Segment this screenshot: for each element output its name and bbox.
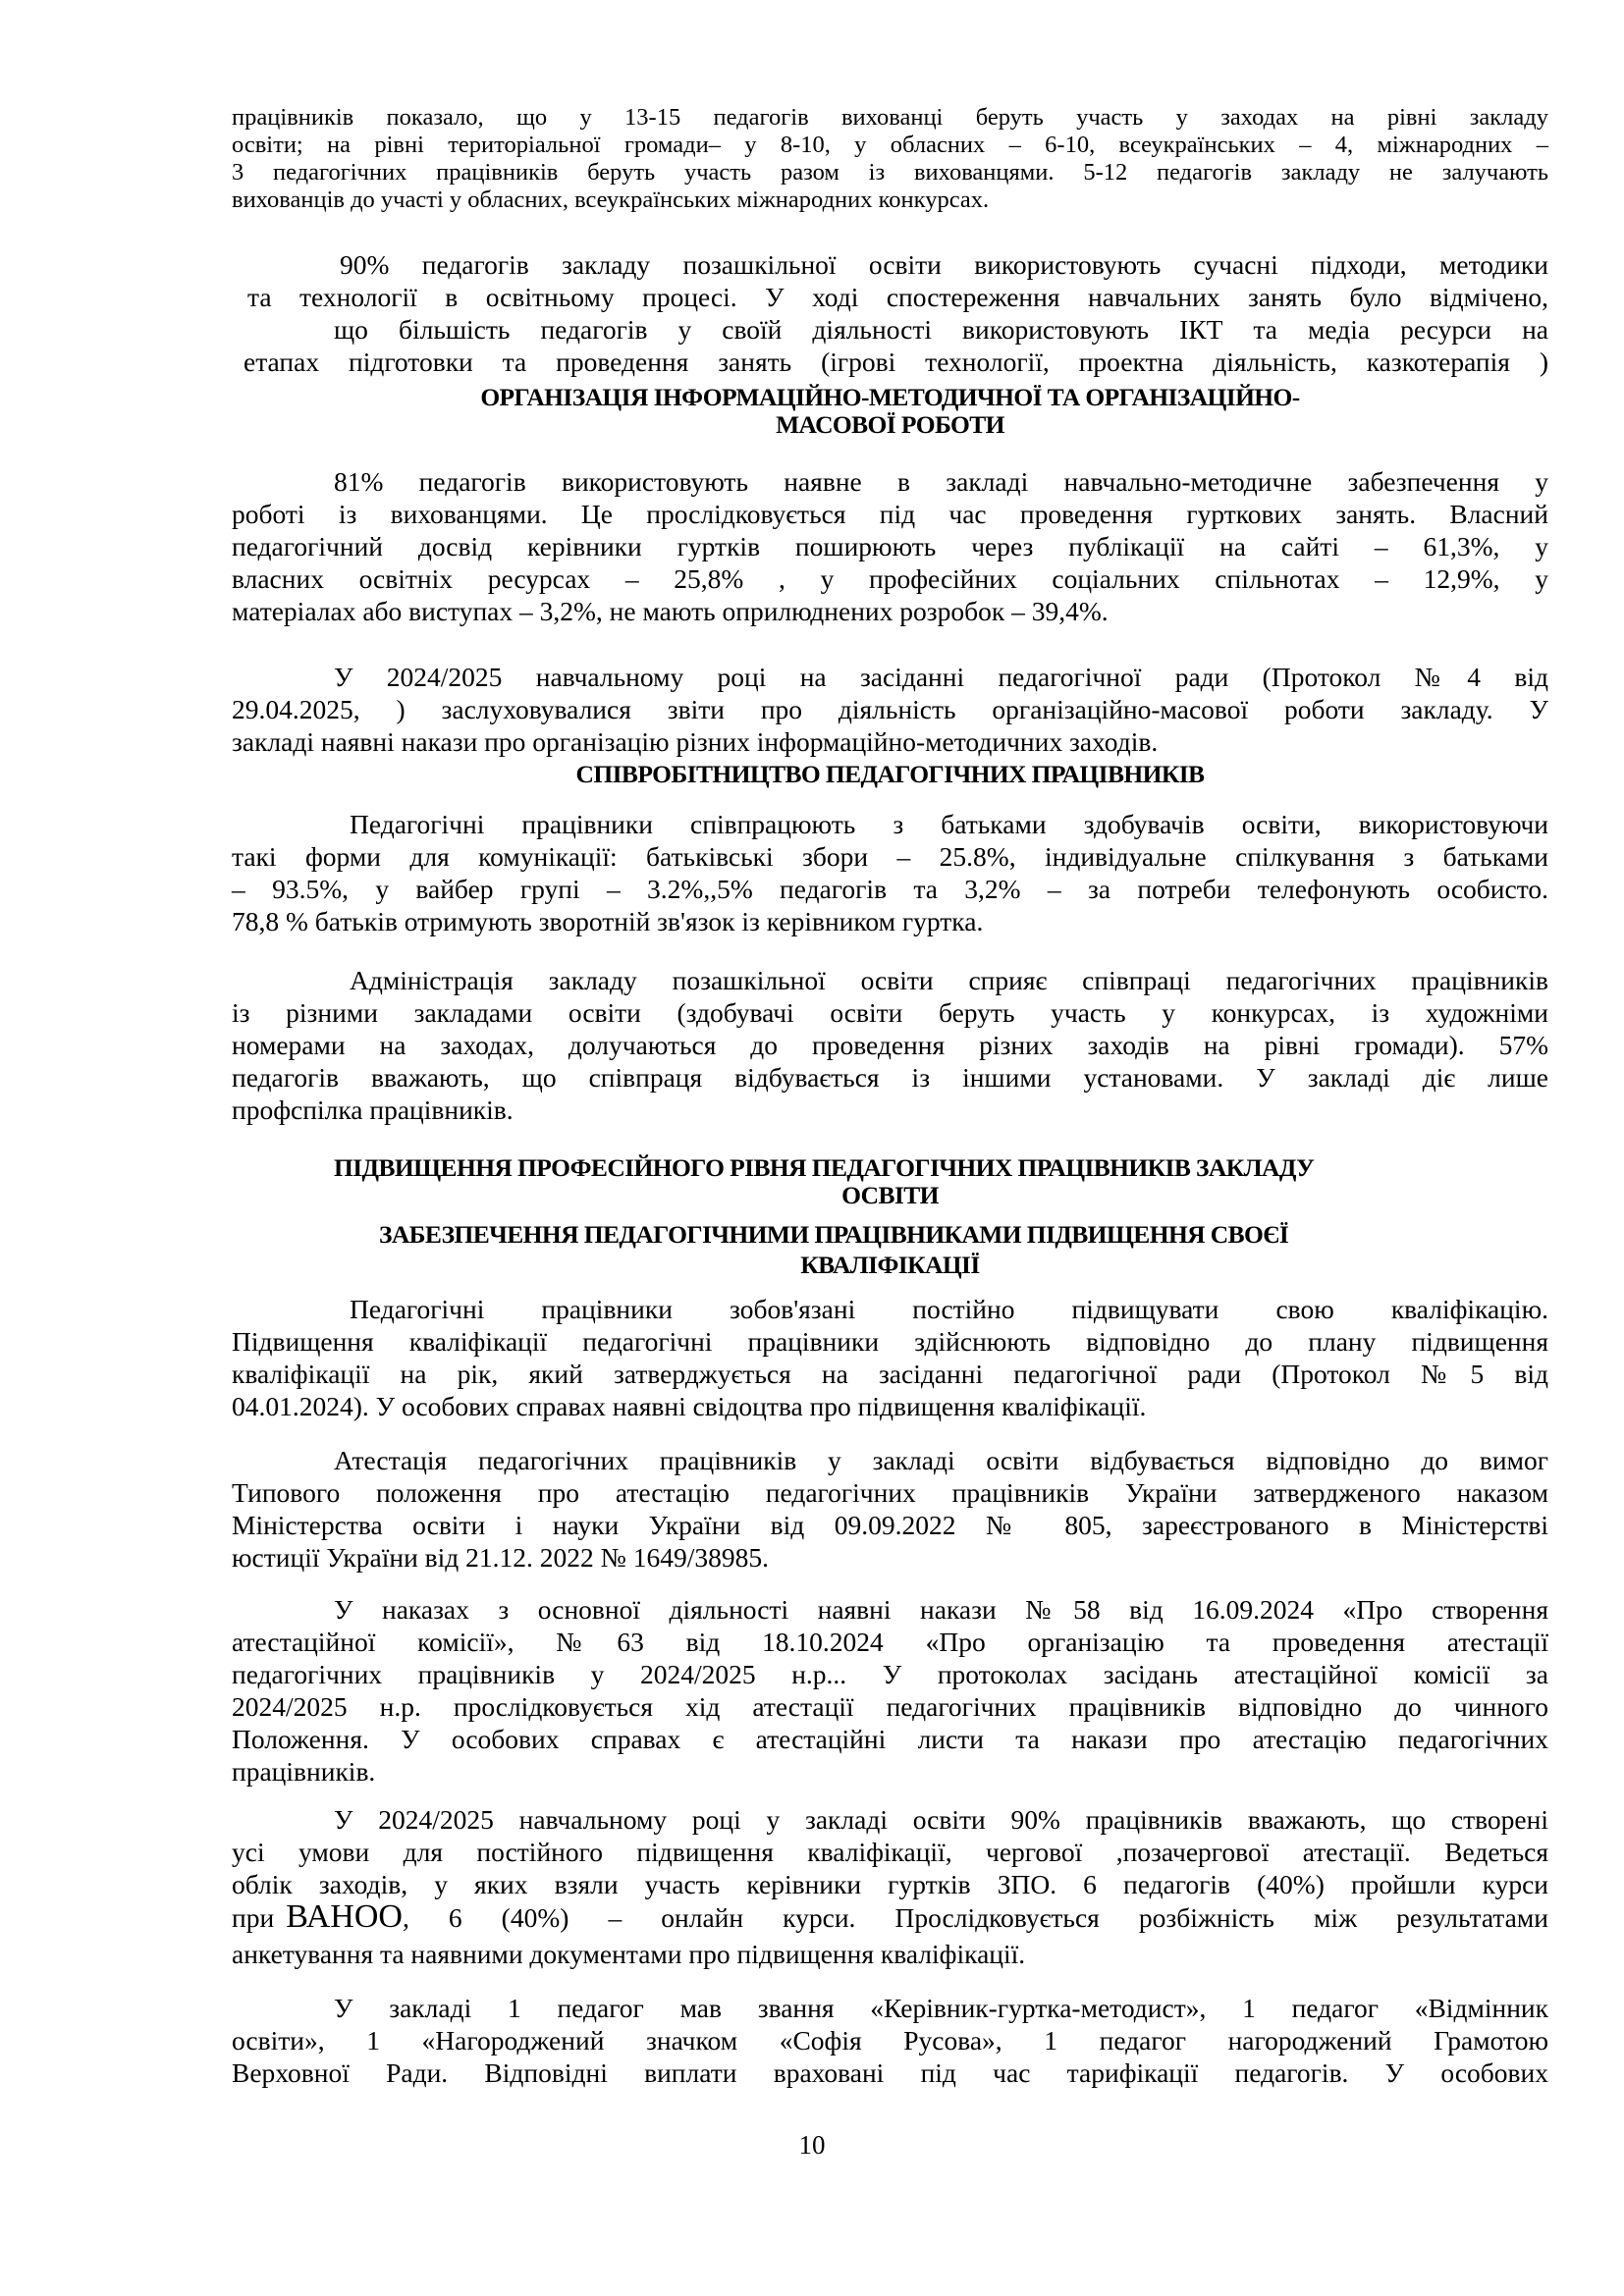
text-line: Верховної Ради. Відповідні виплати враховані під час тарифікації педагогів. У особових: [232, 2057, 1548, 2088]
text-line: профспілка працівників.: [232, 1095, 514, 1125]
text-line: 90% педагогів закладу позашкільної освіти використовують сучасні підходи, методики: [340, 249, 1548, 280]
text-line: – 93.5%, у вайбер групі – 3.2%,,5% педагогів та 3,2% – за потреби телефонують особисто.: [232, 874, 1548, 904]
text-line: педагогів вважають, що співпраця відбувається із іншими установами. У закладі діє лише: [232, 1062, 1548, 1093]
text-line: [232, 1900, 1548, 1934]
text-line: педагогічних працівників у 2024/2025 н.р... У протоколах засідань атестаційної комісії за: [232, 1659, 1548, 1689]
text-line: У 2024/2025 навчальному році на засіданні педагогічної ради (Протокол №4 від: [334, 662, 1548, 692]
text-line: Атестація педагогічних працівників у закладі освіти відбувається відповідно до вимог: [334, 1445, 1548, 1475]
text-line: облік заходів, у яких взяли участь керівники гуртків ЗПО. 6 педагогів (40%) пройшли курси: [232, 1869, 1548, 1899]
text-line: матеріалах або виступах – 3,2%, не мають оприлюднених розробок – 39,4%.: [232, 596, 1109, 626]
text-line: педагогічний досвід керівники гуртків поширюють через публікації на сайті – 61,3%, у: [232, 531, 1548, 561]
text-line: працівників показало, що у 13-15 педагогів вихованці беруть участь у заходах на рівні закладу: [232, 104, 1548, 131]
text-line: 81% педагогів використовують наявне в закладі навчально-методичне забезпечення у: [334, 466, 1548, 497]
text-line: вихованців до участі у обласних, всеукраїнських міжнародних конкурсах.: [232, 187, 990, 213]
text-line: анкетування та наявними документами про підвищення кваліфікації.: [232, 1939, 1026, 1969]
text-line: працівників.: [232, 1756, 376, 1787]
heading-line: МАСОВОЇ РОБОТИ: [776, 410, 1004, 439]
text-line: Підвищення кваліфікації педагогічні працівники здійснюють відповідно до плану підвищення: [232, 1326, 1548, 1357]
text-line: кваліфікації на рік, який затверджується на засіданні педагогічної ради (Протокол №5 від: [232, 1359, 1548, 1389]
section-heading-cooperation: СПІВРОБІТНИЦТВО ПЕДАГОГІЧНИХ ПРАЦІВНИКІВ: [575, 760, 1205, 788]
institution-abbreviation: ВАНОО: [286, 1898, 403, 1935]
heading-line: ПІДВИЩЕННЯ ПРОФЕСІЙНОГО РІВНЯ ПЕДАГОГІЧНИХ ПРАЦІВНИКІВ ЗАКЛАДУ: [334, 1153, 1315, 1182]
text-line: закладі наявні накази про організацію різних інформаційно-методичних заходів.: [232, 726, 1159, 757]
text-line: 3 педагогічних працівників беруть участь разом із вихованцями. 5-12 педагогів закладу не залучають: [232, 159, 1548, 186]
text-line: У закладі 1 педагог мав звання «Керівник-гуртка-методист», 1 педагог «Відмінник: [334, 1993, 1548, 2023]
text-line: атестаційної комісії», №63 від 18.10.2024 «Про організацію та проведення атестації: [232, 1627, 1548, 1657]
text-fragment: при: [232, 1902, 275, 1933]
text-line: що більшість педагогів у своїй діяльності використовують ІКТ та медіа ресурси на: [334, 314, 1548, 345]
text-line: Педагогічні працівники зобов'язані постійно підвищувати свою кваліфікацію.: [350, 1294, 1548, 1324]
text-line: Адміністрація закладу позашкільної освіти сприяє співпраці педагогічних працівників: [350, 965, 1548, 995]
heading-line: ОСВІТИ: [841, 1181, 939, 1209]
text-line: усі умови для постійного підвищення кваліфікації, чергової ,позачергової атестації. Ведеться: [232, 1837, 1548, 1867]
text-fragment: , 6 (40%) – онлайн курси. Прослідковується розбіжність між результатами: [402, 1902, 1548, 1933]
text-line: та технології в освітньому процесі. У ході спостереження навчальних занять було відмічено,: [247, 282, 1548, 312]
heading-line: КВАЛІФІКАЦІЇ: [800, 1251, 980, 1279]
text-line: Положення. У особових справах є атестаційні листи та накази про атестацію педагогічних: [232, 1724, 1548, 1754]
page-number: 10: [798, 2130, 826, 2160]
text-line: 04.01.2024). У особових справах наявні свідоцтва про підвищення кваліфікації.: [232, 1391, 1147, 1421]
text-line: із різними закладами освіти (здобувачі освіти беруть участь у конкурсах, із художніми: [232, 997, 1548, 1028]
text-line: Міністерства освіти і науки України від 09.09.2022 № 805, зареєстрованого в Міністерстві: [232, 1510, 1548, 1540]
text-fragment-group: [286, 1900, 1548, 1934]
text-line: власних освітніх ресурсах – 25,8% , у професійних соціальних спільнотах – 12,9%, у: [232, 563, 1548, 594]
text-line: Типового положення про атестацію педагогічних працівників України затвердженого наказом: [232, 1477, 1548, 1508]
text-line: роботі із вихованцями. Це прослідковується під час проведення гурткових занять. Власний: [232, 499, 1548, 529]
heading-line: ОРГАНІЗАЦІЯ ІНФОРМАЦІЙНО-МЕТОДИЧНОЇ ТА ОРГАНІЗАЦІЙНО-: [480, 383, 1300, 411]
heading-line: ЗАБЕЗПЕЧЕННЯ ПЕДАГОГІЧНИМИ ПРАЦІВНИКАМИ ПІДВИЩЕННЯ СВОЄЇ: [379, 1220, 1289, 1249]
text-line: такі форми для комунікації: батьківські збори – 25.8%, індивідуальне спілкування з батьками: [232, 841, 1548, 872]
text-line: У наказах з основної діяльності наявні накази №58 від 16.09.2024 «Про створення: [334, 1594, 1548, 1625]
text-line: 29.04.2025, ) заслуховувалися звіти про діяльність організаційно-масової роботи закладу. У: [232, 694, 1548, 724]
text-line: 2024/2025 н.р. прослідковується хід атестації педагогічних працівників відповідно до чинного: [232, 1691, 1548, 1722]
text-line: номерами на заходах, долучаються до проведення різних заходів на рівні громади). 57%: [232, 1030, 1548, 1060]
text-line: освіти; на рівні територіальної громади– у 8-10, у обласних – 6-10, всеукраїнських – 4, міжнародних –: [232, 132, 1548, 158]
text-line: етапах підготовки та проведення занять (ігрові технології, проектна діяльність, казкотерапія ): [244, 347, 1548, 377]
text-line: У 2024/2025 навчальному році у закладі освіти 90% працівників вважають, що створені: [334, 1804, 1548, 1835]
text-line: Педагогічні працівники співпрацюють з батьками здобувачів освіти, використовуючи: [350, 809, 1548, 839]
text-line: юстиції України від 21.12. 2022 № 1649/38985.: [232, 1542, 770, 1573]
text-line: 78,8 % батьків отримують зворотній зв'язок із керівником гуртка.: [232, 906, 984, 936]
text-line: освіти», 1 «Нагороджений значком «Софія Русова», 1 педагог нагороджений Грамотою: [232, 2025, 1548, 2056]
